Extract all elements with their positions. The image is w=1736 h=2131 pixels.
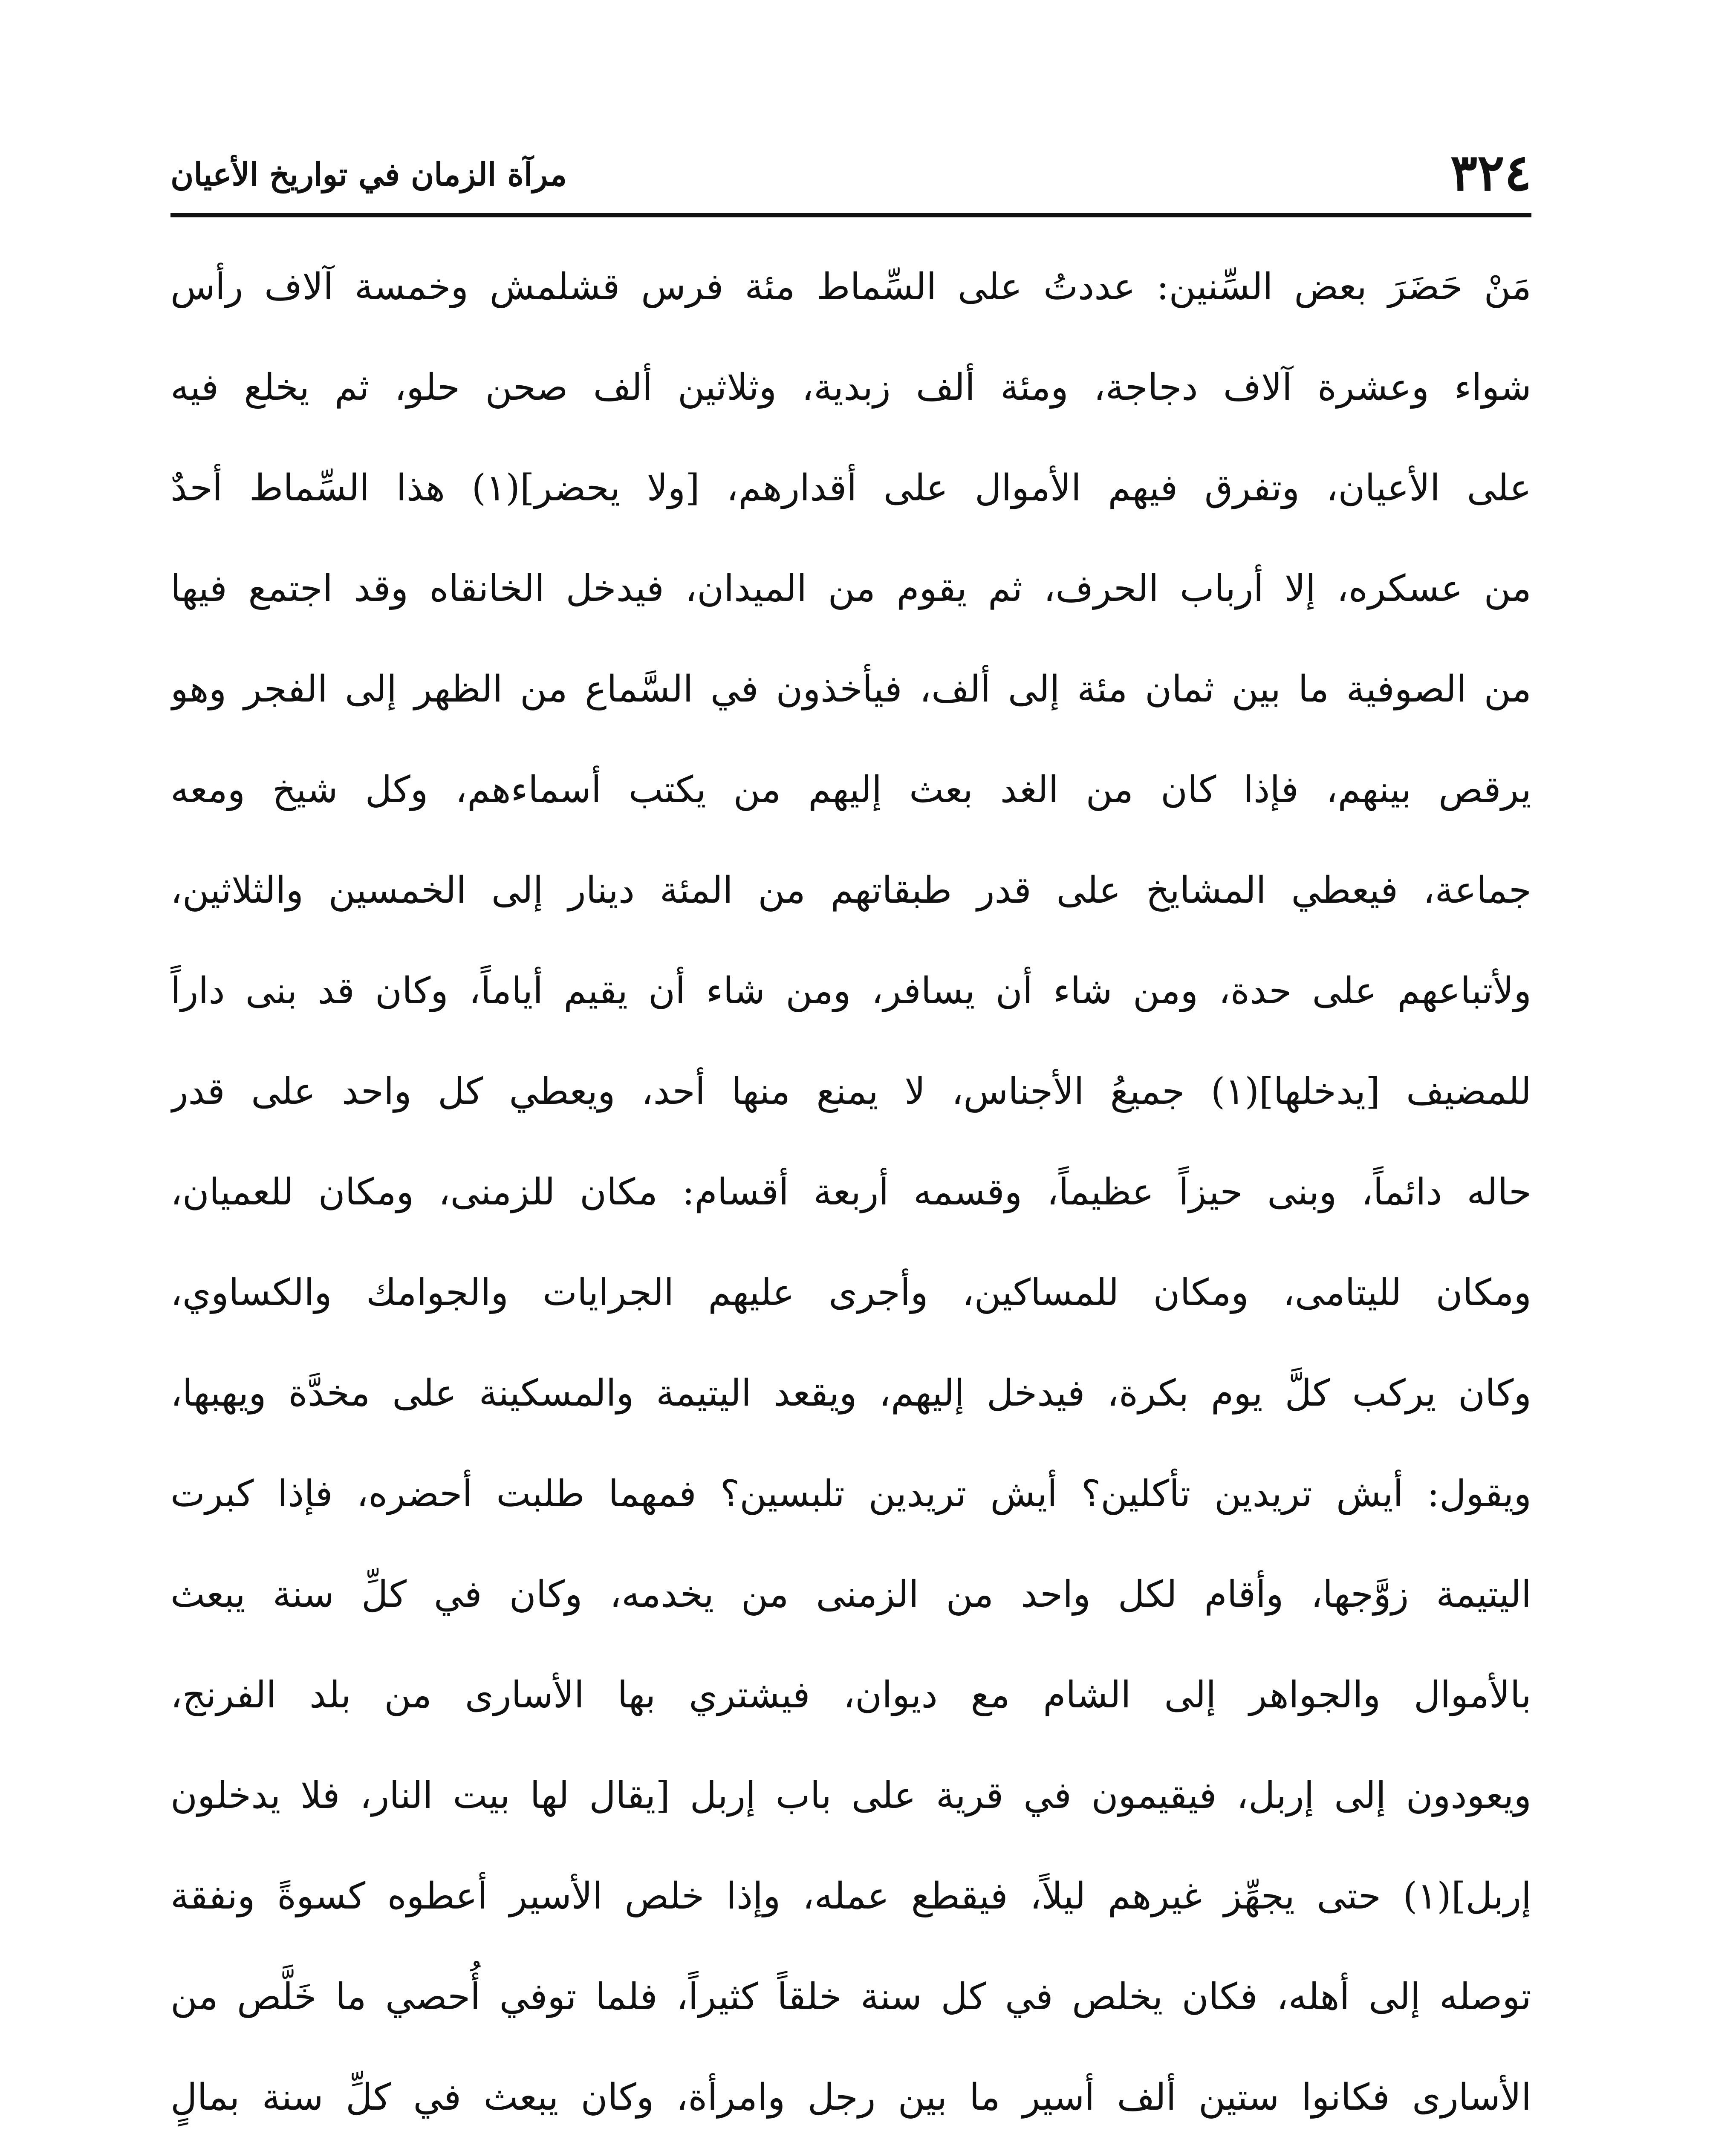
text-line: بالأموال والجواهر إلى الشام مع ديوان، فيشتري بها الأسارى من بلد الفرنج، [170,1674,1531,1716]
text-line: ويقول: أيش تريدين تأكلين؟ أيش تريدين تلبسين؟ فمهما طلبت أحضره، فإذا كبرت [170,1473,1531,1515]
running-title: مرآة الزمان في تواريخ الأعيان [170,156,567,193]
text-line: جماعة، فيعطي المشايخ على قدر طبقاتهم من المئة دينار إلى الخمسين والثلاثين، [170,869,1531,912]
text-line: ولأتباعهم على حدة، ومن شاء أن يسافر، ومن شاء أن يقيم أياماً، وكان قد بنى داراً [170,970,1531,1012]
text-line: يرقص بينهم، فإذا كان من الغد بعث إليهم من يكتب أسماءهم، وكل شيخ ومعه [170,768,1531,811]
text-line: شواء وعشرة آلاف دجاجة، ومئة ألف زبدية، وثلاثين ألف صحن حلو، ثم يخلع فيه [170,366,1531,409]
page-header [170,141,1531,205]
text-line: من عسكره، إلا أرباب الحرف، ثم يقوم من الميدان، فيدخل الخانقاه وقد اجتمع فيها [170,567,1531,610]
header-divider [170,213,1531,217]
text-line: على الأعيان، وتفرق فيهم الأموال على أقدارهم، [ولا يحضر](١) هذا السِّماط أحدٌ [170,467,1531,509]
text-line: ويعودون إلى إربل، فيقيمون في قرية على باب إربل [يقال لها بيت النار، فلا يدخلون [170,1774,1531,1817]
text-line: وكان يركب كلَّ يوم بكرة، فيدخل إليهم، ويقعد اليتيمة والمسكينة على مخدَّة ويهبها، [170,1372,1531,1415]
text-line: مَنْ حَضَرَ بعض السِّنين: عددتُ على السِّماط مئة فرس قشلمش وخمسة آلاف رأس [170,266,1531,308]
text-line: اليتيمة زوَّجها، وأقام لكل واحد من الزمنى من يخدمه، وكان في كلِّ سنة يبعث [170,1573,1531,1616]
main-text [170,237,1531,2131]
text-line: توصله إلى أهله، فكان يخلص في كل سنة خلقاً كثيراً، فلما توفي أُحصي ما خَلَّص من [170,1975,1531,2018]
text-line: الأسارى فكانوا ستين ألف أسير ما بين رجل وامرأة، وكان يبعث في كلِّ سنة بمالٍ [170,2076,1531,2119]
text-line: حاله دائماً، وبنى حيزاً عظيماً، وقسمه أربعة أقسام: مكان للزمنى، ومكان للعميان، [170,1171,1531,1213]
text-line: للمضيف [يدخلها](١) جميعُ الأجناس، لا يمنع منها أحد، ويعطي كل واحد على قدر [170,1070,1531,1113]
text-line: من الصوفية ما بين ثمان مئة إلى ألف، فيأخذون في السَّماع من الظهر إلى الفجر وهو [170,668,1531,710]
page-number: ٣٢٤ [1450,143,1531,202]
text-line: ومكان لليتامى، ومكان للمساكين، وأجرى عليهم الجرايات والجوامك والكساوي، [170,1271,1531,1314]
text-line: إربل](١) حتى يجهِّز غيرهم ليلاً، فيقطع عمله، وإذا خلص الأسير أعطوه كسوةً ونفقة [170,1875,1531,1917]
